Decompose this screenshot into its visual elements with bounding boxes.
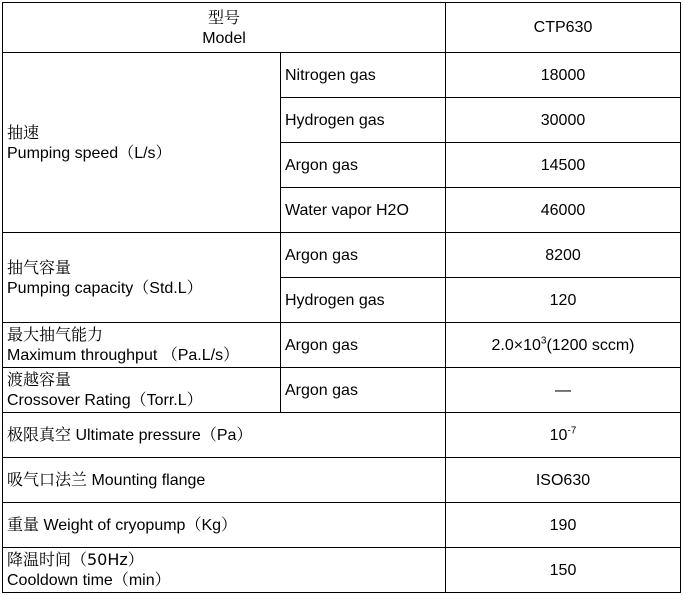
max-throughput-label-cell (3, 323, 281, 368)
max-throughput-label-cn: 最大抽气能力 (7, 325, 104, 344)
gas-name: Hydrogen gas (281, 278, 446, 323)
crossover-label-cn: 渡越容量 (7, 370, 72, 389)
table-row (3, 413, 681, 458)
pumping-capacity-label-en: Pumping capacity（Std.L） (7, 279, 203, 297)
gas-name: Hydrogen gas (281, 98, 446, 143)
gas-name: Argon gas (281, 368, 446, 413)
cooldown-label-cell (3, 548, 446, 593)
crossover-label-en: Crossover Rating（Torr.L） (7, 392, 203, 409)
table-row (3, 53, 681, 98)
value-base: 2.0×10 (491, 336, 541, 354)
gas-value: 30000 (446, 98, 681, 143)
ultimate-pressure-label: 极限真空 Ultimate pressure（Pa） (3, 413, 446, 458)
pumping-capacity-label-cn: 抽气容量 (7, 257, 72, 277)
model-value: CTP630 (446, 3, 681, 53)
table-row (3, 368, 681, 413)
mounting-flange-value: ISO630 (446, 458, 681, 503)
table-row (3, 323, 681, 368)
gas-value: 8200 (446, 233, 681, 278)
gas-value: 46000 (446, 188, 681, 233)
table-row (3, 233, 681, 278)
model-label-cell (3, 3, 446, 53)
spec-table (2, 2, 681, 593)
mounting-flange-label: 吸气口法兰 Mounting flange (3, 458, 446, 503)
gas-name: Argon gas (281, 323, 446, 368)
table-row (3, 458, 681, 503)
model-row (3, 3, 681, 53)
model-label-cn: 型号 (207, 7, 240, 27)
pumping-capacity-label-cell (3, 233, 281, 323)
ultimate-pressure-value (446, 413, 681, 458)
table-row (3, 548, 681, 593)
pumping-speed-label-cn: 抽速 (7, 122, 40, 142)
gas-value: 120 (446, 278, 681, 323)
max-throughput-label-en: Maximum throughput （Pa.L/s） (7, 347, 240, 364)
pumping-speed-label-cell (3, 53, 281, 233)
value-base: 10 (549, 426, 568, 444)
pumping-speed-label-en: Pumping speed（L/s） (7, 144, 172, 162)
model-label-en: Model (202, 29, 246, 47)
crossover-label-cell (3, 368, 281, 413)
gas-name: Nitrogen gas (281, 53, 446, 98)
cooldown-label-en: Cooldown time（min） (7, 572, 171, 589)
value-tail: (1200 sccm) (546, 336, 635, 354)
value-exponent: 3 (540, 335, 547, 347)
gas-name: Water vapor H2O (281, 188, 446, 233)
cooldown-value: 150 (446, 548, 681, 593)
max-throughput-value (446, 323, 681, 368)
table-row (3, 503, 681, 548)
value-exponent: -7 (567, 425, 577, 437)
crossover-value: — (446, 368, 681, 413)
cooldown-label-cn: 降温时间（50Hz） (7, 550, 144, 569)
weight-value: 190 (446, 503, 681, 548)
gas-value: 18000 (446, 53, 681, 98)
weight-label: 重量 Weight of cryopump（Kg） (3, 503, 446, 548)
gas-name: Argon gas (281, 233, 446, 278)
gas-name: Argon gas (281, 143, 446, 188)
gas-value: 14500 (446, 143, 681, 188)
